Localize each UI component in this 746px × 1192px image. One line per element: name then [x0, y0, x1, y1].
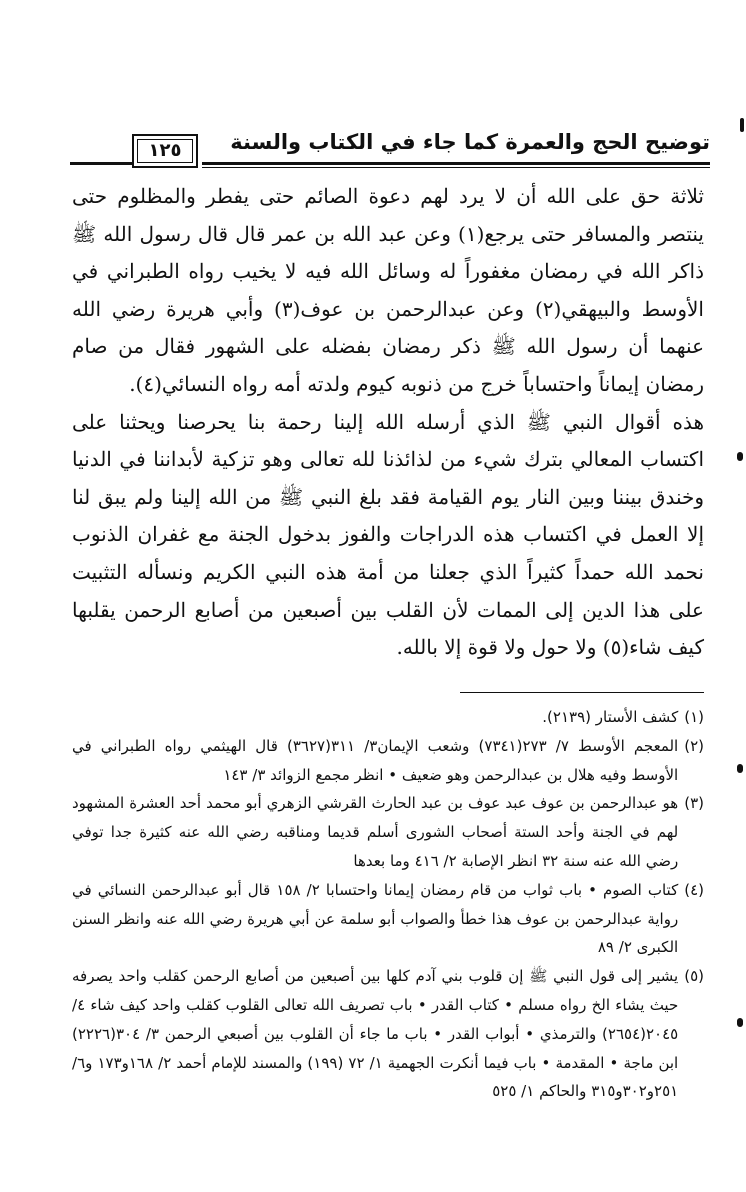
header-rule-left — [70, 162, 132, 165]
scan-mark — [740, 118, 744, 132]
header-rule — [202, 162, 710, 165]
paragraph-1: ثلاثة حق على الله أن لا يرد لهم دعوة الصائم حتى يفطر والمظلوم حتى ينتصر والمسافر حتى يرجع(١) وعن عبد الله بن عمر قال قال رسول الله ﷺ ذاكر الله في رمضان مغفوراً له وسائل الله فيه لا يخيب رواه الطبراني في الأوسط والبيهقي(٢) وعن عبدالرحمن بن عوف(٣) وأبي هريرة رضي الله عنهما أن رسول الله ﷺ ذكر رمضان بفضله على الشهور فقال من صام رمضان إيماناً واحتساباً خرج من ذنوبه كيوم ولدته أمه رواه النسائي(٤). — [72, 184, 704, 396]
footnote-4 — [72, 876, 704, 962]
footnotes — [72, 703, 704, 1106]
footnote-number: (٤) — [684, 880, 704, 899]
footnote-separator — [460, 692, 704, 693]
page-number-box — [132, 134, 198, 168]
header-rule-thin — [202, 167, 710, 168]
page-number: ١٢٥ — [148, 140, 182, 161]
footnote-text: كتاب الصوم • باب ثواب من قام رمضان إيمانا واحتسابا ٢/ ١٥٨ قال أبو عبدالرحمن النسائي في رواية عبدالرحمن بن عوف هذا خطأ والصواب أبو سلمة عن أبي هريرة رضي الله عنه وانظر السنن الكبرى ٢/ ٨٩ — [72, 880, 679, 957]
scan-mark — [737, 1018, 743, 1027]
footnote-number: (١) — [684, 708, 704, 726]
scan-mark — [737, 764, 743, 773]
footnote-1 — [72, 703, 704, 732]
footnote-2 — [72, 732, 704, 790]
paragraph-2: هذه أقوال النبي ﷺ الذي أرسله الله إلينا رحمة بنا يحرصنا ويحثنا على اكتساب المعالي بترك شيء من لذائذنا لله تعالى وهو تزكية لأبداننا في الدنيا وخندق بيننا وبين النار يوم القيامة فقد بلغ النبي ﷺ من الله إلينا ولم يبق لنا إلا العمل في اكتساب هذه الدراجات والفوز بدخول الجنة مع غفران الذنوب نحمد الله حمداً كثيراً الذي جعلنا من أمة هذه النبي الكريم ونسأله التثبيت على هذا الدين إلى الممات لأن القلب بين أصبعين من أصابع الرحمن يقلبها كيف شاء(٥) ولا حول ولا قوة إلا بالله. — [72, 409, 704, 660]
footnote-5 — [72, 962, 704, 1106]
footnote-3 — [72, 789, 704, 875]
running-title: توضيح الحج والعمرة كما جاء في الكتاب والسنة — [230, 130, 710, 154]
footnote-number: (٢) — [684, 736, 704, 755]
footnote-text: كشف الأستار (٢١٣٩). — [542, 708, 679, 726]
footnote-number: (٣) — [684, 794, 704, 813]
footnote-text: يشير إلى قول النبي ﷺ إن قلوب بني آدم كلها بين أصبعين من أصابع الرحمن كقلب واحد يصرفه حيث يشاء الخ رواه مسلم • كتاب القدر • باب تصريف الله تعالى القلوب كقلب واحد كيف شاء ٤/ ٢٠٤٥(٢٦٥٤) والترمذي • أبواب القدر • باب ما جاء أن القلوب بين أصبعي الرحمن ٣/ ٣٠٤(٢٢٢٦) ابن ماجة • المقدمة • باب فيما أنكرت الجهمية ١/ ٧٢ (١٩٩) والمسند للإمام أحمد ٢/ ١٦٨و١٧٣ و٦/ ٢٥١و٣٠٢و٣١٥ والحاكم ١/ ٥٢٥ — [72, 967, 679, 1101]
scan-mark — [737, 452, 743, 461]
main-text — [72, 178, 704, 667]
page-header — [70, 118, 710, 178]
footnote-text: هو عبدالرحمن بن عوف عبد عوف بن عبد الحارث القرشي الزهري أبو محمد أحد العشرة المشهود لهم في الجنة وأحد الستة أصحاب الشورى أسلم قديما ومناقبه رضي الله عنه كثيرة جدا توفي رضي الله عنه سنة ٣٢ انظر الإصابة ٢/ ٤١٦ وما بعدها — [72, 794, 679, 870]
footnote-number: (٥) — [684, 967, 704, 986]
footnote-text: المعجم الأوسط ٧/ ٢٧٣(٧٣٤١) وشعب الإيمان٣/ ٣١١(٣٦٢٧) قال الهيثمي رواه الطبراني في الأوسط وفيه هلال بن عبدالرحمن وهو ضعيف • انظر مجمع الزوائد ٣/ ١٤٣ — [72, 736, 679, 784]
